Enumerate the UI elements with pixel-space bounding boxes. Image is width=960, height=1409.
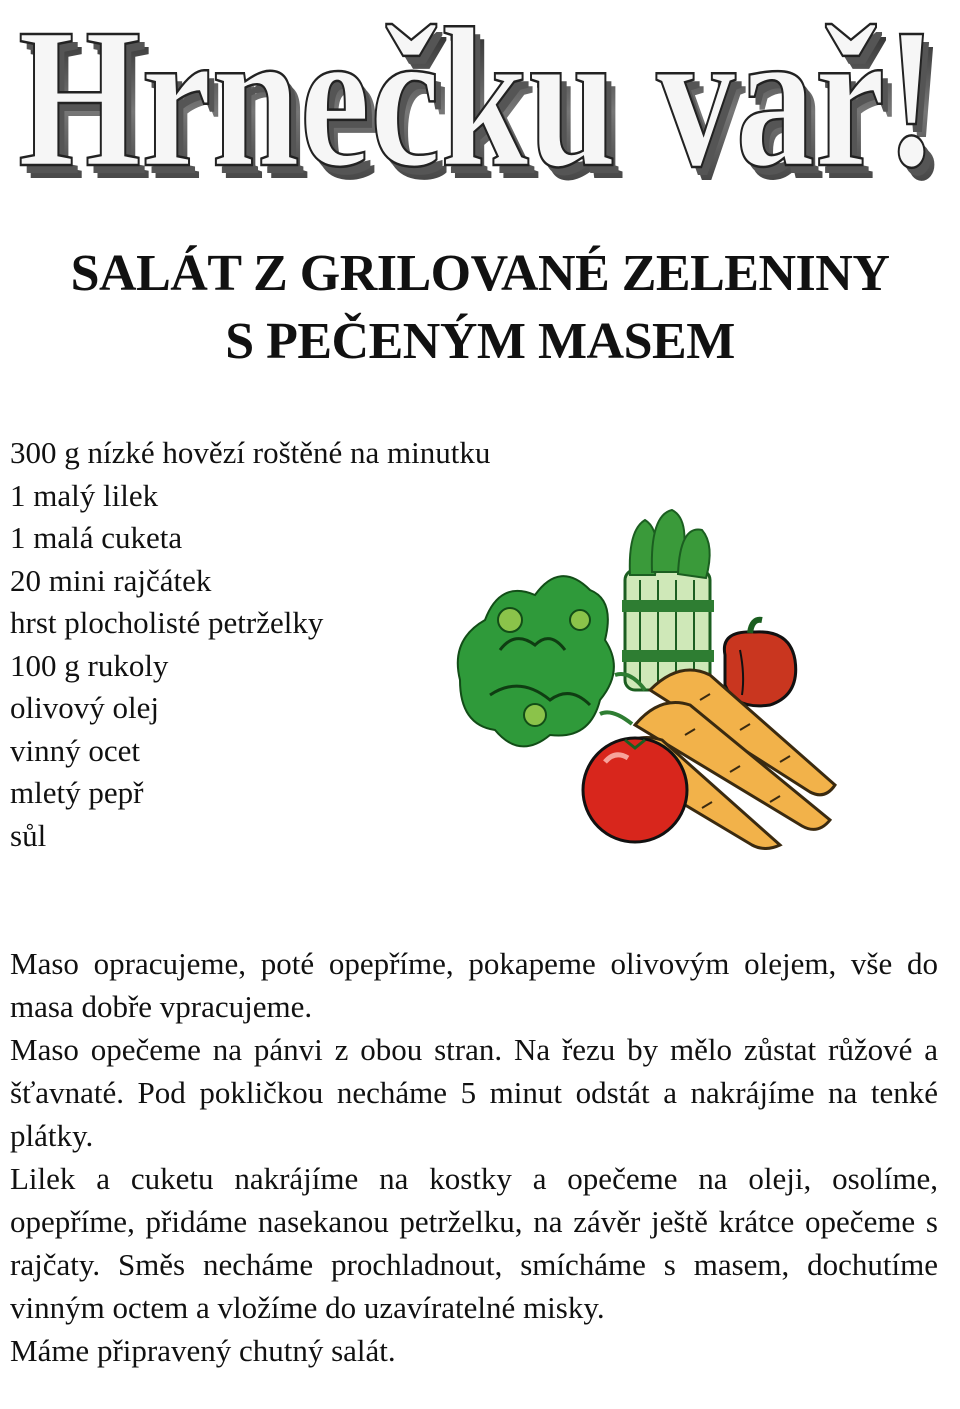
ingredient-item: mletý pepř bbox=[10, 775, 144, 810]
recipe-title-line-2: S PEČENÝM MASEM bbox=[225, 313, 735, 370]
ingredient-item: hrst plocholisté petrželky bbox=[10, 605, 324, 640]
ingredient-item: olivový olej bbox=[10, 690, 159, 725]
recipe-title bbox=[0, 240, 960, 376]
instruction-paragraph: Maso opracujeme, poté opepříme, pokapeme olivovým olejem, vše do masa dobře vpracujeme. bbox=[10, 946, 938, 1024]
ingredient-item: sůl bbox=[10, 817, 47, 853]
pepper-icon bbox=[724, 620, 795, 706]
ingredient-item: 1 malý lilek bbox=[10, 477, 159, 513]
ingredient-item: vinný ocet bbox=[10, 732, 140, 768]
ingredient-item: 300 g nízké hovězí roštěné na minutku bbox=[10, 435, 491, 470]
ingredient-item: 1 malá cuketa bbox=[10, 520, 183, 555]
logo-shadow-text-mid: Hrnečku vař! bbox=[24, 0, 944, 200]
recipe-title-line-1: SALÁT Z GRILOVANÉ ZELENINY bbox=[70, 245, 890, 302]
logo-text: Hrnečku vař! bbox=[18, 0, 938, 200]
instruction-paragraph: Máme připravený chutný salát. bbox=[10, 1333, 396, 1368]
asparagus-icon bbox=[622, 510, 714, 690]
instruction-paragraph: Maso opečeme na pánvi z obou stran. Na řezu by mělo zůstat růžové a šťavnaté. Pod pokličkou necháme 5 minut odstát a nakrájíme na tenké plátky. bbox=[10, 1032, 938, 1153]
logo-shadow-text: Hrnečku vař! bbox=[28, 1, 948, 200]
parsley-icon bbox=[458, 576, 614, 746]
vegetables-clipart bbox=[440, 500, 840, 850]
ingredient-item: 20 mini rajčátek bbox=[10, 562, 212, 598]
instruction-paragraph: Lilek a cuketu nakrájíme na kostky a opečeme na oleji, osolíme, opepříme, přidáme nasekanou petrželku, na závěr ještě krátce opečeme s rajčaty. Směs necháme prochladnout, smícháme s masem, dochutíme vinným octem a vložíme do uzavíratelné misky. bbox=[10, 1161, 938, 1325]
tomato-icon bbox=[583, 738, 687, 842]
ingredient-item: 100 g rukoly bbox=[10, 647, 169, 683]
vegetables-illustration bbox=[440, 500, 840, 850]
logo-wordart bbox=[0, 0, 960, 200]
instructions bbox=[10, 942, 938, 1372]
logo-banner bbox=[0, 0, 960, 200]
